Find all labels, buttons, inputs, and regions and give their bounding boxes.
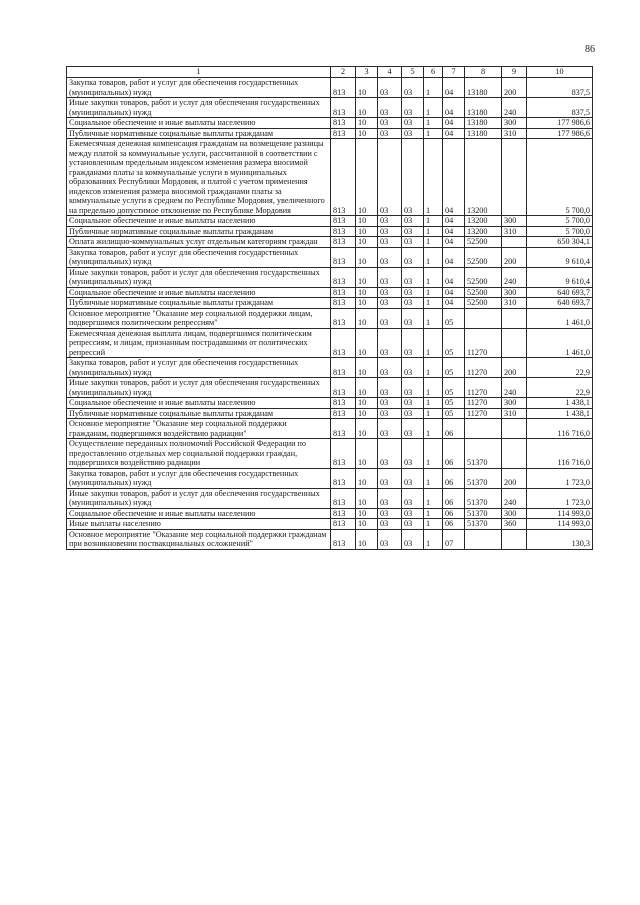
program-code: 03 xyxy=(402,287,424,298)
row-name: Закупка товаров, работ и услуг для обеспечения государственных (муниципальных) нужд xyxy=(67,468,331,488)
activity-code: 06 xyxy=(443,488,465,508)
subprogram-code: 1 xyxy=(424,118,443,129)
subsection-code: 03 xyxy=(378,529,402,549)
subsection-code: 03 xyxy=(378,128,402,139)
direction-code: 52500 xyxy=(465,287,502,298)
section-code: 10 xyxy=(356,287,378,298)
activity-code: 06 xyxy=(443,508,465,519)
ministry-code: 813 xyxy=(331,298,356,309)
subprogram-code: 1 xyxy=(424,139,443,216)
direction-code: 13200 xyxy=(465,139,502,216)
subsection-code: 03 xyxy=(378,98,402,118)
program-code: 03 xyxy=(402,408,424,419)
table-row xyxy=(67,139,593,216)
table-row xyxy=(67,237,593,248)
program-code: 03 xyxy=(402,216,424,227)
expense-type-code: 310 xyxy=(502,128,527,139)
subprogram-code: 1 xyxy=(424,287,443,298)
program-code: 03 xyxy=(402,529,424,549)
subprogram-code: 1 xyxy=(424,237,443,248)
ministry-code: 813 xyxy=(331,328,356,358)
table-row xyxy=(67,468,593,488)
program-code: 03 xyxy=(402,308,424,328)
program-code: 03 xyxy=(402,419,424,439)
direction-code: 13180 xyxy=(465,78,502,98)
column-header: 6 xyxy=(424,67,443,78)
expense-type-code: 360 xyxy=(502,519,527,530)
expense-type-code xyxy=(502,328,527,358)
table-row xyxy=(67,216,593,227)
row-name: Закупка товаров, работ и услуг для обеспечения государственных (муниципальных) нужд xyxy=(67,247,331,267)
amount-value: 5 700,0 xyxy=(527,139,593,216)
section-code: 10 xyxy=(356,529,378,549)
subprogram-code: 1 xyxy=(424,226,443,237)
direction-code: 52500 xyxy=(465,237,502,248)
column-header: 5 xyxy=(402,67,424,78)
section-code: 10 xyxy=(356,378,378,398)
subprogram-code: 1 xyxy=(424,529,443,549)
expense-type-code: 200 xyxy=(502,78,527,98)
direction-code: 13180 xyxy=(465,98,502,118)
subprogram-code: 1 xyxy=(424,508,443,519)
subsection-code: 03 xyxy=(378,267,402,287)
table-row xyxy=(67,128,593,139)
program-code: 03 xyxy=(402,508,424,519)
row-name: Социальное обеспечение и иные выплаты населению xyxy=(67,508,331,519)
subsection-code: 03 xyxy=(378,398,402,409)
activity-code: 04 xyxy=(443,216,465,227)
subsection-code: 03 xyxy=(378,328,402,358)
row-name: Иные выплаты населению xyxy=(67,519,331,530)
amount-value: 130,3 xyxy=(527,529,593,549)
amount-value: 640 693,7 xyxy=(527,287,593,298)
direction-code: 52500 xyxy=(465,247,502,267)
column-header: 2 xyxy=(331,67,356,78)
expense-type-code: 200 xyxy=(502,358,527,378)
activity-code: 06 xyxy=(443,468,465,488)
amount-value: 1 461,0 xyxy=(527,308,593,328)
row-name: Иные закупки товаров, работ и услуг для обеспечения государственных (муниципальных) нужд xyxy=(67,267,331,287)
ministry-code: 813 xyxy=(331,519,356,530)
subsection-code: 03 xyxy=(378,78,402,98)
amount-value: 650 304,1 xyxy=(527,237,593,248)
section-code: 10 xyxy=(356,468,378,488)
amount-value: 116 716,0 xyxy=(527,439,593,469)
activity-code: 04 xyxy=(443,98,465,118)
subsection-code: 03 xyxy=(378,508,402,519)
column-header: 4 xyxy=(378,67,402,78)
subsection-code: 03 xyxy=(378,378,402,398)
program-code: 03 xyxy=(402,298,424,309)
direction-code: 13180 xyxy=(465,118,502,129)
row-name: Основное мероприятие "Оказание мер социальной поддержки гражданам, подвергшимся воздействию радиации" xyxy=(67,419,331,439)
amount-value: 1 723,0 xyxy=(527,488,593,508)
direction-code: 11270 xyxy=(465,358,502,378)
section-code: 10 xyxy=(356,519,378,530)
table-row xyxy=(67,488,593,508)
ministry-code: 813 xyxy=(331,378,356,398)
ministry-code: 813 xyxy=(331,529,356,549)
direction-code: 52500 xyxy=(465,298,502,309)
subprogram-code: 1 xyxy=(424,468,443,488)
ministry-code: 813 xyxy=(331,468,356,488)
row-name: Оплата жилищно-коммунальных услуг отдельным категориям граждан xyxy=(67,237,331,248)
expense-type-code: 240 xyxy=(502,378,527,398)
table-row xyxy=(67,358,593,378)
table-body xyxy=(67,78,593,550)
direction-code: 51370 xyxy=(465,468,502,488)
activity-code: 05 xyxy=(443,328,465,358)
subprogram-code: 1 xyxy=(424,378,443,398)
ministry-code: 813 xyxy=(331,128,356,139)
amount-value: 1 438,1 xyxy=(527,408,593,419)
section-code: 10 xyxy=(356,308,378,328)
ministry-code: 813 xyxy=(331,358,356,378)
row-name: Социальное обеспечение и иные выплаты населению xyxy=(67,216,331,227)
direction-code xyxy=(465,529,502,549)
direction-code: 11270 xyxy=(465,328,502,358)
table-row xyxy=(67,298,593,309)
table-row xyxy=(67,118,593,129)
table-row xyxy=(67,267,593,287)
row-name: Иные закупки товаров, работ и услуг для обеспечения государственных (муниципальных) нужд xyxy=(67,98,331,118)
program-code: 03 xyxy=(402,328,424,358)
subsection-code: 03 xyxy=(378,439,402,469)
amount-value: 114 993,0 xyxy=(527,519,593,530)
amount-value: 1 723,0 xyxy=(527,468,593,488)
page-number: 86 xyxy=(585,44,595,55)
section-code: 10 xyxy=(356,78,378,98)
activity-code: 04 xyxy=(443,128,465,139)
table-row xyxy=(67,419,593,439)
subsection-code: 03 xyxy=(378,216,402,227)
row-name: Публичные нормативные социальные выплаты гражданам xyxy=(67,128,331,139)
program-code: 03 xyxy=(402,78,424,98)
direction-code xyxy=(465,308,502,328)
activity-code: 04 xyxy=(443,118,465,129)
row-name: Ежемесячная денежная выплата лицам, подвергшимся политическим репрессиям, и лицам, признанным пострадавшими от политических репрессий xyxy=(67,328,331,358)
section-code: 10 xyxy=(356,439,378,469)
direction-code: 11270 xyxy=(465,408,502,419)
expense-type-code: 310 xyxy=(502,226,527,237)
amount-value: 5 700,0 xyxy=(527,226,593,237)
table-row xyxy=(67,78,593,98)
row-name: Иные закупки товаров, работ и услуг для обеспечения государственных (муниципальных) нужд xyxy=(67,488,331,508)
row-name: Основное мероприятие "Оказание мер социальной поддержки гражданам при возникновении поствакцинальных осложнений" xyxy=(67,529,331,549)
program-code: 03 xyxy=(402,378,424,398)
subprogram-code: 1 xyxy=(424,78,443,98)
subsection-code: 03 xyxy=(378,419,402,439)
section-code: 10 xyxy=(356,298,378,309)
subprogram-code: 1 xyxy=(424,216,443,227)
amount-value: 22,9 xyxy=(527,378,593,398)
ministry-code: 813 xyxy=(331,118,356,129)
program-code: 03 xyxy=(402,237,424,248)
activity-code: 04 xyxy=(443,247,465,267)
subsection-code: 03 xyxy=(378,488,402,508)
row-name: Социальное обеспечение и иные выплаты населению xyxy=(67,398,331,409)
section-code: 10 xyxy=(356,237,378,248)
budget-table xyxy=(66,66,593,550)
activity-code: 04 xyxy=(443,237,465,248)
section-code: 10 xyxy=(356,247,378,267)
row-name: Закупка товаров, работ и услуг для обеспечения государственных (муниципальных) нужд xyxy=(67,78,331,98)
table-row xyxy=(67,398,593,409)
amount-value: 837,5 xyxy=(527,78,593,98)
table-row xyxy=(67,98,593,118)
section-code: 10 xyxy=(356,267,378,287)
subprogram-code: 1 xyxy=(424,358,443,378)
section-code: 10 xyxy=(356,408,378,419)
program-code: 03 xyxy=(402,128,424,139)
row-name: Социальное обеспечение и иные выплаты населению xyxy=(67,287,331,298)
subsection-code: 03 xyxy=(378,237,402,248)
column-header: 9 xyxy=(502,67,527,78)
column-number-row xyxy=(67,67,593,78)
expense-type-code: 300 xyxy=(502,118,527,129)
column-header: 1 xyxy=(67,67,331,78)
amount-value: 1 461,0 xyxy=(527,328,593,358)
table-header xyxy=(67,67,593,78)
row-name: Иные закупки товаров, работ и услуг для обеспечения государственных (муниципальных) нужд xyxy=(67,378,331,398)
subprogram-code: 1 xyxy=(424,247,443,267)
expense-type-code: 200 xyxy=(502,468,527,488)
program-code: 03 xyxy=(402,439,424,469)
subprogram-code: 1 xyxy=(424,408,443,419)
activity-code: 06 xyxy=(443,439,465,469)
ministry-code: 813 xyxy=(331,287,356,298)
activity-code: 04 xyxy=(443,78,465,98)
subsection-code: 03 xyxy=(378,287,402,298)
table-row xyxy=(67,519,593,530)
activity-code: 05 xyxy=(443,398,465,409)
section-code: 10 xyxy=(356,419,378,439)
ministry-code: 813 xyxy=(331,247,356,267)
amount-value: 114 993,0 xyxy=(527,508,593,519)
amount-value: 837,5 xyxy=(527,98,593,118)
amount-value: 5 700,0 xyxy=(527,216,593,227)
direction-code: 13200 xyxy=(465,226,502,237)
activity-code: 05 xyxy=(443,358,465,378)
amount-value: 177 986,6 xyxy=(527,118,593,129)
amount-value: 1 438,1 xyxy=(527,398,593,409)
subprogram-code: 1 xyxy=(424,519,443,530)
activity-code: 04 xyxy=(443,287,465,298)
subsection-code: 03 xyxy=(378,519,402,530)
row-name: Публичные нормативные социальные выплаты гражданам xyxy=(67,298,331,309)
subsection-code: 03 xyxy=(378,226,402,237)
subprogram-code: 1 xyxy=(424,308,443,328)
row-name: Публичные нормативные социальные выплаты гражданам xyxy=(67,408,331,419)
program-code: 03 xyxy=(402,247,424,267)
table-row xyxy=(67,408,593,419)
section-code: 10 xyxy=(356,216,378,227)
expense-type-code xyxy=(502,308,527,328)
expense-type-code: 300 xyxy=(502,216,527,227)
row-name: Публичные нормативные социальные выплаты гражданам xyxy=(67,226,331,237)
program-code: 03 xyxy=(402,226,424,237)
column-header: 3 xyxy=(356,67,378,78)
section-code: 10 xyxy=(356,118,378,129)
activity-code: 04 xyxy=(443,226,465,237)
activity-code: 05 xyxy=(443,378,465,398)
expense-type-code: 240 xyxy=(502,98,527,118)
subprogram-code: 1 xyxy=(424,488,443,508)
table-row xyxy=(67,508,593,519)
subprogram-code: 1 xyxy=(424,128,443,139)
program-code: 03 xyxy=(402,468,424,488)
program-code: 03 xyxy=(402,398,424,409)
program-code: 03 xyxy=(402,519,424,530)
direction-code: 51370 xyxy=(465,519,502,530)
table-row xyxy=(67,287,593,298)
section-code: 10 xyxy=(356,98,378,118)
program-code: 03 xyxy=(402,98,424,118)
expense-type-code: 240 xyxy=(502,488,527,508)
expense-type-code: 300 xyxy=(502,287,527,298)
table-row xyxy=(67,529,593,549)
amount-value: 9 610,4 xyxy=(527,267,593,287)
direction-code: 11270 xyxy=(465,398,502,409)
row-name: Закупка товаров, работ и услуг для обеспечения государственных (муниципальных) нужд xyxy=(67,358,331,378)
expense-type-code: 200 xyxy=(502,247,527,267)
section-code: 10 xyxy=(356,226,378,237)
amount-value: 640 693,7 xyxy=(527,298,593,309)
program-code: 03 xyxy=(402,488,424,508)
expense-type-code: 300 xyxy=(502,398,527,409)
activity-code: 07 xyxy=(443,529,465,549)
column-header: 7 xyxy=(443,67,465,78)
section-code: 10 xyxy=(356,488,378,508)
ministry-code: 813 xyxy=(331,508,356,519)
subsection-code: 03 xyxy=(378,139,402,216)
ministry-code: 813 xyxy=(331,98,356,118)
table-row xyxy=(67,378,593,398)
table-row xyxy=(67,308,593,328)
activity-code: 06 xyxy=(443,419,465,439)
activity-code: 04 xyxy=(443,267,465,287)
subsection-code: 03 xyxy=(378,247,402,267)
subprogram-code: 1 xyxy=(424,398,443,409)
row-name: Социальное обеспечение и иные выплаты населению xyxy=(67,118,331,129)
activity-code: 04 xyxy=(443,298,465,309)
column-header: 8 xyxy=(465,67,502,78)
ministry-code: 813 xyxy=(331,267,356,287)
expense-type-code xyxy=(502,419,527,439)
section-code: 10 xyxy=(356,398,378,409)
ministry-code: 813 xyxy=(331,419,356,439)
amount-value: 9 610,4 xyxy=(527,247,593,267)
activity-code: 05 xyxy=(443,308,465,328)
program-code: 03 xyxy=(402,267,424,287)
table-row xyxy=(67,247,593,267)
expense-type-code: 310 xyxy=(502,298,527,309)
subsection-code: 03 xyxy=(378,118,402,129)
table-row xyxy=(67,328,593,358)
amount-value: 177 986,6 xyxy=(527,128,593,139)
ministry-code: 813 xyxy=(331,398,356,409)
activity-code: 05 xyxy=(443,408,465,419)
activity-code: 04 xyxy=(443,139,465,216)
row-name: Основное мероприятие "Оказание мер социальной поддержки лицам, подвергшимся политическим репрессиям" xyxy=(67,308,331,328)
expense-type-code: 300 xyxy=(502,508,527,519)
direction-code: 13200 xyxy=(465,216,502,227)
subprogram-code: 1 xyxy=(424,298,443,309)
program-code: 03 xyxy=(402,358,424,378)
subprogram-code: 1 xyxy=(424,267,443,287)
direction-code: 51370 xyxy=(465,508,502,519)
expense-type-code xyxy=(502,139,527,216)
ministry-code: 813 xyxy=(331,488,356,508)
direction-code: 51370 xyxy=(465,488,502,508)
direction-code xyxy=(465,419,502,439)
program-code: 03 xyxy=(402,139,424,216)
expense-type-code xyxy=(502,237,527,248)
activity-code: 06 xyxy=(443,519,465,530)
subprogram-code: 1 xyxy=(424,328,443,358)
column-header: 10 xyxy=(527,67,593,78)
table-row xyxy=(67,439,593,469)
ministry-code: 813 xyxy=(331,237,356,248)
section-code: 10 xyxy=(356,139,378,216)
section-code: 10 xyxy=(356,328,378,358)
subprogram-code: 1 xyxy=(424,98,443,118)
section-code: 10 xyxy=(356,128,378,139)
program-code: 03 xyxy=(402,118,424,129)
table-row xyxy=(67,226,593,237)
section-code: 10 xyxy=(356,358,378,378)
ministry-code: 813 xyxy=(331,308,356,328)
ministry-code: 813 xyxy=(331,139,356,216)
ministry-code: 813 xyxy=(331,216,356,227)
expense-type-code xyxy=(502,439,527,469)
subsection-code: 03 xyxy=(378,308,402,328)
row-name: Осуществление переданных полномочий Российской Федерации по предоставлению отдельных мер социальной поддержки граждан, подвергшихся воздействию радиации xyxy=(67,439,331,469)
expense-type-code: 240 xyxy=(502,267,527,287)
direction-code: 52500 xyxy=(465,267,502,287)
ministry-code: 813 xyxy=(331,439,356,469)
subprogram-code: 1 xyxy=(424,419,443,439)
subsection-code: 03 xyxy=(378,298,402,309)
direction-code: 51370 xyxy=(465,439,502,469)
row-name: Ежемесячная денежная компенсация гражданам на возмещение разницы между платой за коммунальные услуги, рассчитанной в соответствии с установленным предельным индексом изменения размера вносимой гражданами платы за коммунальные услуги в муниципальных образованиях Республики Мордовия, и платой с учетом применения индексов изменения размера вносимой гражданами платы за коммунальные услуги в среднем по Республике Мордовия, увеличенного на предельно допустимое отклонение по Республике Мордовия xyxy=(67,139,331,216)
subsection-code: 03 xyxy=(378,468,402,488)
section-code: 10 xyxy=(356,508,378,519)
ministry-code: 813 xyxy=(331,408,356,419)
amount-value: 22,9 xyxy=(527,358,593,378)
subprogram-code: 1 xyxy=(424,439,443,469)
direction-code: 11270 xyxy=(465,378,502,398)
ministry-code: 813 xyxy=(331,226,356,237)
amount-value: 116 716,0 xyxy=(527,419,593,439)
expense-type-code: 310 xyxy=(502,408,527,419)
subsection-code: 03 xyxy=(378,408,402,419)
expense-type-code xyxy=(502,529,527,549)
direction-code: 13180 xyxy=(465,128,502,139)
ministry-code: 813 xyxy=(331,78,356,98)
subsection-code: 03 xyxy=(378,358,402,378)
